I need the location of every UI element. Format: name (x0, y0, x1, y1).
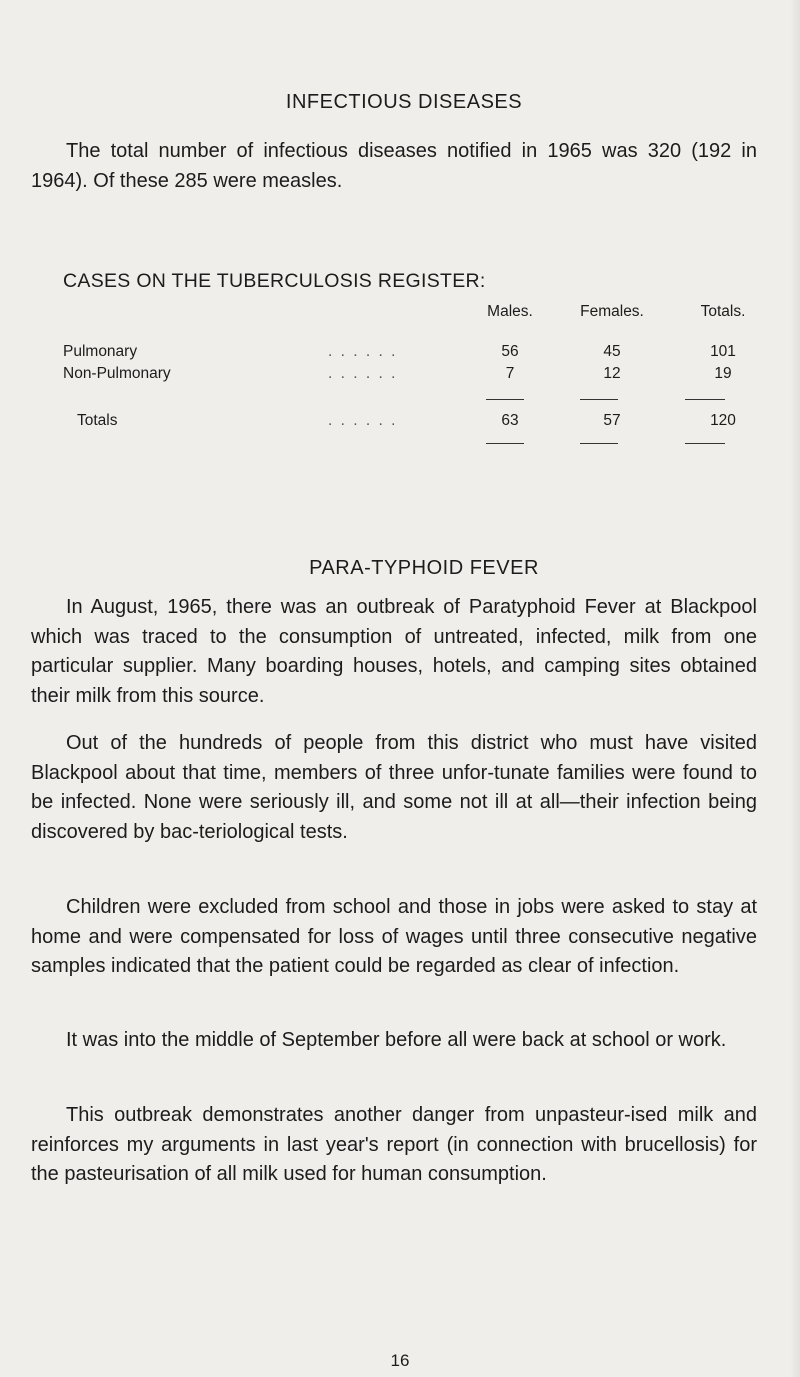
cell-totals: 101 (710, 343, 736, 360)
page-edge-shadow (790, 0, 800, 1377)
tb-register-title: CASES ON THE TUBERCULOSIS REGISTER: (63, 270, 486, 292)
page-number: 16 (390, 1351, 410, 1370)
row-label: Totals (77, 412, 118, 429)
leader-dots: . . . . . . (328, 343, 398, 360)
table-row-totals (63, 412, 763, 434)
cell-males: 63 (501, 412, 519, 429)
rule-below-totals-females (580, 443, 618, 444)
column-header-totals: Totals. (700, 303, 746, 320)
row-label: Pulmonary (63, 343, 138, 360)
cell-females: 12 (603, 365, 621, 382)
paragraph-september: It was into the middle of September before all were back at school or work. (66, 1029, 727, 1051)
table-row-non-pulmonary (63, 365, 763, 387)
rule-above-totals-totals (685, 399, 725, 400)
leader-dots: . . . . . . (328, 365, 398, 382)
row-label: Non-Pulmonary (63, 365, 171, 382)
rule-above-totals-females (580, 399, 618, 400)
column-header-females: Females. (580, 303, 644, 320)
heading-para-typhoid-fever: PARA-TYPHOID FEVER (309, 557, 539, 579)
paragraph-infected-families: Out of the hundreds of people from this district who must have visited Blackpool about that time, members of three unfor-tunate families were found to be infected. None were seriously ill, and some not ill at all—their infection being discovered by bac-teriological tests. (31, 732, 757, 843)
heading-infectious-diseases: INFECTIOUS DISEASES (285, 91, 523, 113)
rule-above-totals-males (486, 399, 524, 400)
cell-totals: 19 (714, 365, 732, 382)
cell-females: 57 (603, 412, 621, 429)
cell-totals: 120 (710, 412, 736, 429)
intro-paragraph: The total number of infectious diseases notified in 1965 was 320 (192 in 1964). Of these 285 were measles. (31, 140, 757, 192)
table-header-row (63, 303, 763, 325)
paragraph-exclusions: Children were excluded from school and those in jobs were asked to stay at home and were compensated for loss of wages until three consecutive negative samples indicated that the patient could be regarded as clear of infection. (31, 896, 757, 977)
rule-below-totals-males (486, 443, 524, 444)
cell-females: 45 (603, 343, 621, 360)
leader-dots: . . . . . . (328, 412, 398, 429)
table-row-pulmonary (63, 343, 763, 365)
rule-below-totals-totals (685, 443, 725, 444)
cell-males: 56 (501, 343, 519, 360)
paragraph-conclusion: This outbreak demonstrates another danger from unpasteur-ised milk and reinforces my arguments in last year's report (in connection with brucellosis) for the pasteurisation of all milk used for human consumption. (31, 1104, 757, 1185)
paragraph-outbreak: In August, 1965, there was an outbreak of Paratyphoid Fever at Blackpool which was traced to the consumption of untreated, infected, milk from one particular supplier. Many boarding houses, hotels, and camping sites obtained their milk from this source. (31, 596, 757, 707)
column-header-males: Males. (487, 303, 533, 320)
cell-males: 7 (505, 365, 515, 382)
